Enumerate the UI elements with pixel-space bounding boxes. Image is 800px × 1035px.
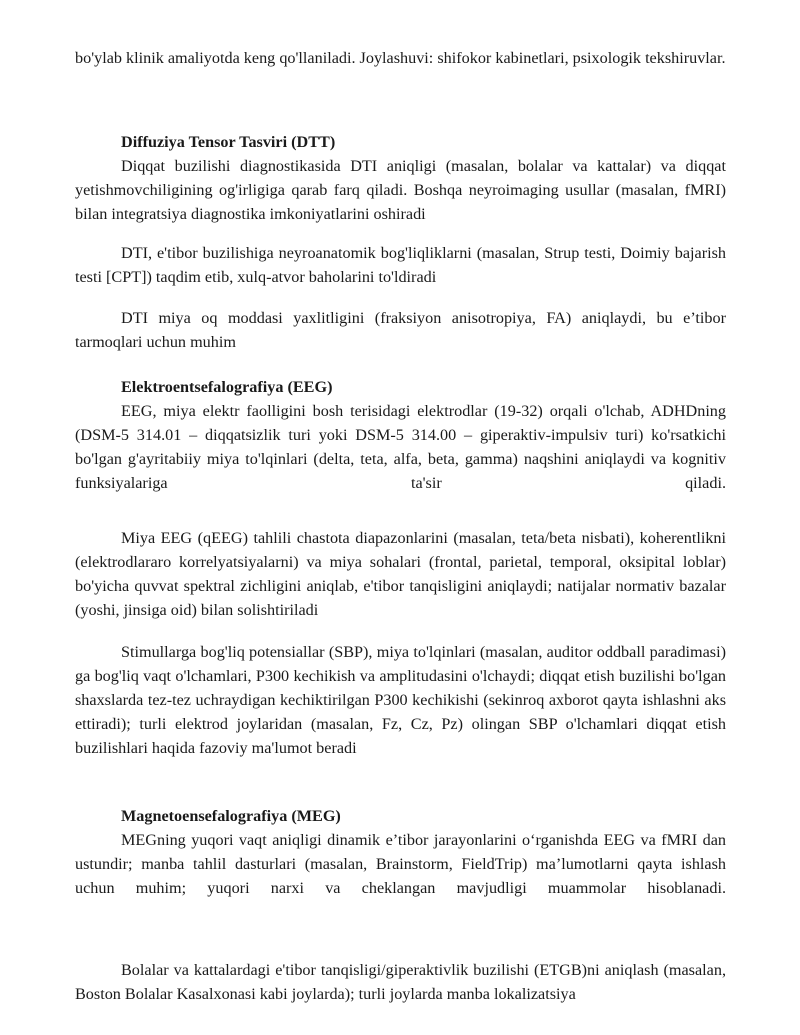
- heading-meg: Magnetoensefalografiya (MEG): [121, 807, 341, 825]
- paragraph-meg-2: Bolalar va kattalardagi e'tibor tanqisligi/giperaktivlik buzilishi (ETGB)ni aniqlash (masalan, Boston Bolalar Kasalxonasi kabi joylarda); turli joylarda manba lokalizatsiya: [75, 961, 726, 1003]
- paragraph-eeg-3: Stimullarga bog'liq potensiallar (SBP), miya to'lqinlari (masalan, auditor oddball paradimasi) ga bog'liq vaqt o'lchamlari, P300 kechikish va amplitudasini o'lchaydi; diqqat etish buzilishi bo'lgan shaxslarda tez-tez uchraydigan kechiktirilgan P300 kechikishi (sekinroq axborot qayta ishlashni aks ettiradi); turli elektrod joylaridan (masalan, Fz, Cz, Pz) olingan SBP o'lchamlari diqqat etish buzilishlari haqida fazoviy ma'lumot beradi: [75, 643, 726, 757]
- paragraph-intro-continuation: bo'ylab klinik amaliyotda keng qo'llaniladi. Joylashuvi: shifokor kabinetlari, psixologik tekshiruvlar.: [75, 49, 726, 67]
- section-eeg: [75, 375, 726, 495]
- paragraph-eeg-2: Miya EEG (qEEG) tahlili chastota diapazonlarini (masalan, teta/beta nisbati), koherentlikni (elektrodlararo korrelyatsiyalarni) va miya sohalari (frontal, parietal, temporal, oksipital loblar) bo'yicha quvvat spektral zichligini aniqlab, e'tibor tanqisligini aniqlaydi; natijalar normativ bazalar (yoshi, jinsiga oid) bilan solishtiriladi: [75, 529, 726, 619]
- paragraph-dtt-3: DTI miya oq moddasi yaxlitligini (fraksiyon anisotropiya, FA) aniqlaydi, bu e’tibor tarmoqlari uchun muhim: [75, 309, 726, 351]
- heading-dtt: Diffuziya Tensor Tasviri (DTT): [121, 133, 336, 151]
- paragraph-dtt-1: Diqqat buzilishi diagnostikasida DTI aniqligi (masalan, bolalar va kattalar) va diqqat yetishmovchiligining og'irligiga qarab farq qiladi. Boshqa neyroimaging usullar (masalan, fMRI) bilan integratsiya diagnostika imkoniyatlarini oshiradi: [75, 157, 726, 223]
- paragraph-dtt-2: DTI, e'tibor buzilishiga neyroanatomik bog'liqliklarni (masalan, Strup testi, Doimiy bajarish testi [CPT]) taqdim etib, xulq-atvor baholarini to'ldiradi: [75, 244, 726, 286]
- section-meg: [75, 804, 726, 900]
- paragraph-eeg-1: EEG, miya elektr faolligini bosh terisidagi elektrodlar (19-32) orqali o'lchab, ADHDning (DSM-5 314.01 – diqqatsizlik turi yoki DSM-5 314.00 – giperaktiv-impulsiv turi) ko'rsatkichi bo'lgan g'ayritabiiy miya to'lqinlari (delta, teta, alfa, beta, gamma) naqshini aniqlaydi va kognitiv funksiyalariga ta'sir qiladi.: [75, 402, 726, 492]
- paragraph-meg-1: MEGning yuqori vaqt aniqligi dinamik e’tibor jarayonlarini o‘rganishda EEG va fMRI dan ustundir; manba tahlil dasturlari (masalan, Brainstorm, FieldTrip) ma’lumotlarni qayta ishlash uchun muhim; yuqori narxi va cheklangan mavjudligi muammolar hisoblanadi.: [75, 831, 726, 897]
- section-dtt: [75, 130, 726, 226]
- heading-eeg: Elektroentsefalografiya (EEG): [121, 378, 333, 396]
